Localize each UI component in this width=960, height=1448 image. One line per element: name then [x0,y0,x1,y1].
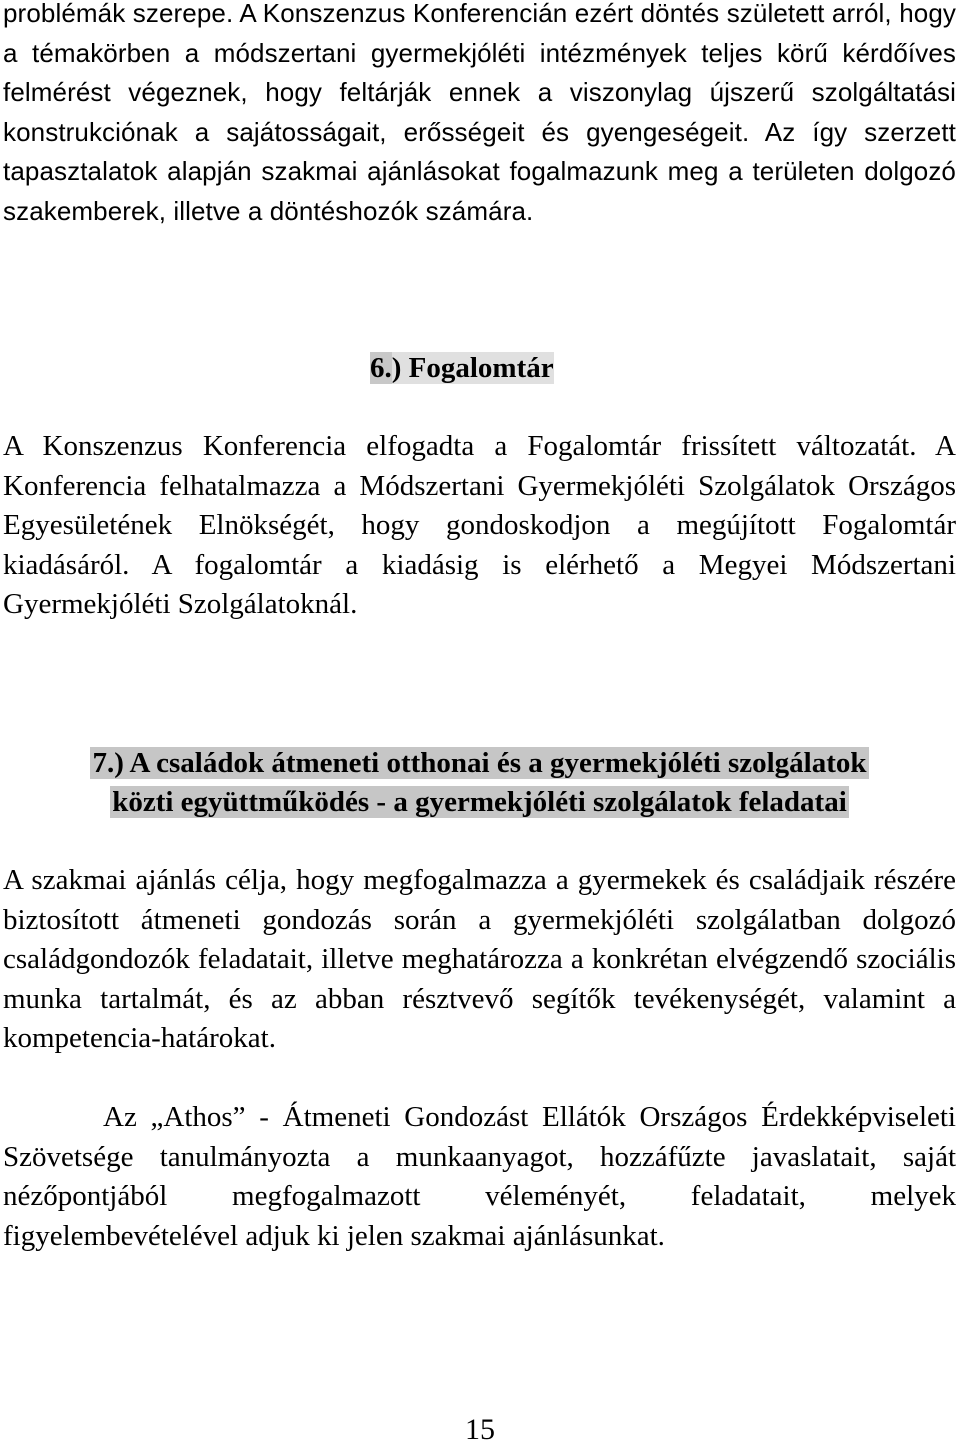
section-7-title-line-1: 7.) A családok átmeneti otthonai és a gyermekjóléti szolgálatok [92,747,867,779]
section-7-paragraph-2: Az „Athos” - Átmeneti Gondozást Ellátók Országos Érdekképviseleti Szövetsége tanulmányozta a munkaanyagot, hozzáfűzte javaslatait, saját nézőpontjából megfogalmazott véleményét, feladatait, melyek figyelembevételével adjuk ki jelen szakmai ajánlásunkat. [3,1101,956,1252]
section-6-title: ) Fogalomtár [391,352,554,384]
section-7-title-line-2: közti együttműködés - a gyermekjóléti szolgálatok feladatai [112,786,847,818]
section-6-number: 6. [370,352,392,384]
page-number: 15 [465,1413,495,1446]
section-7-heading [3,744,956,822]
intro-paragraph: problémák szerepe. A Konszenzus Konferencián ezért döntés született arról, hogy a témakörben a módszertani gyermekjóléti intézmények teljes körű kérdőíves felmérést végeznek, hogy feltárják ennek a viszonylag újszerű szolgáltatási konstrukciónak a sajátosságait, erősségeit és gyengeségeit. Az így szerzett tapasztalatok alapján szakmai ajánlásokat fogalmazunk meg a területen dolgozó szakemberek, illetve a döntéshozók számára. [3,0,956,226]
section-7-paragraph-1: A szakmai ajánlás célja, hogy megfogalmazza a gyermekek és családjaik részére biztosított átmeneti gondozás során a gyermekjóléti szolgálatban dolgozó családgondozók feladatait, illetve meghatározza a konkrétan elvégzendő szociális munka tartalmát, és az abban résztvevő segítők tevékenységét, valamint a kompetencia-határokat. [3,864,956,1055]
section-6-heading [370,349,554,388]
section-6-paragraph: A Konszenzus Konferencia elfogadta a Fogalomtár frissített változatát. A Konferencia felhatalmazza a Módszertani Gyermekjóléti Szolgálatok Országos Egyesületének Elnökségét, hogy gondoskodjon a megújított Fogalomtár kiadásáról. A fogalomtár a kiadásig is elérhető a Megyei Módszertani Gyermekjóléti Szolgálatoknál. [3,430,956,621]
